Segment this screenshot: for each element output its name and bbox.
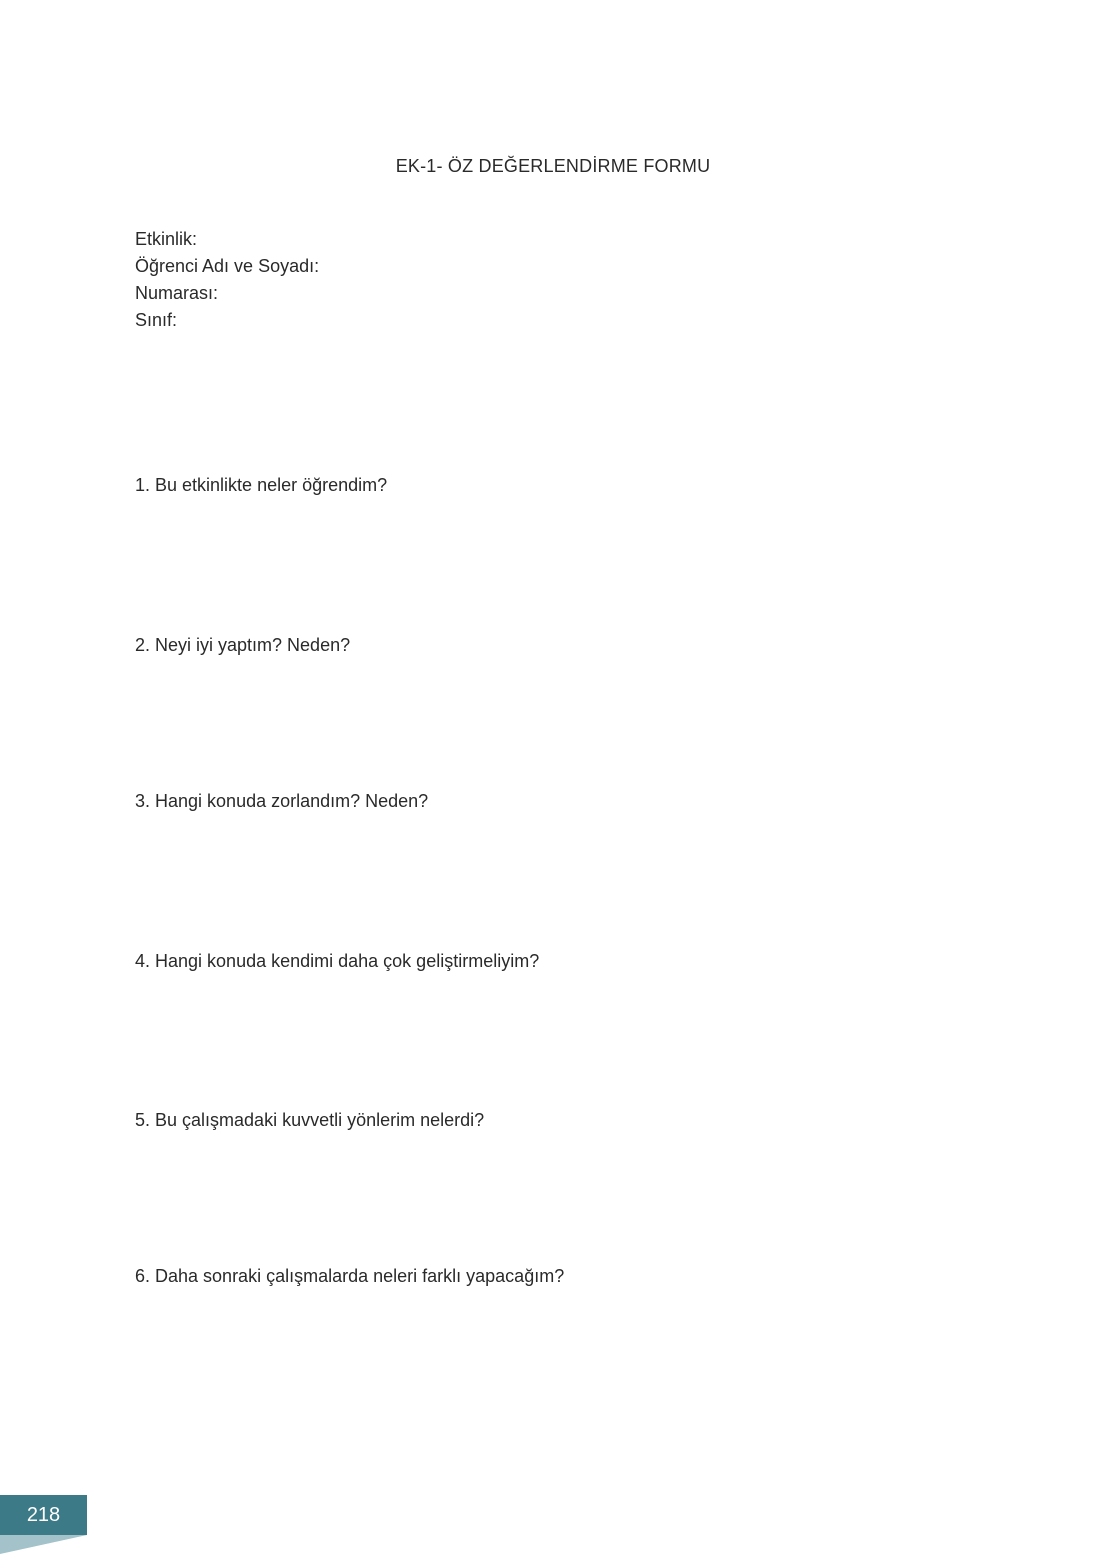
page-number: 218 — [26, 1503, 61, 1526]
answer-space-4 — [135, 981, 1015, 1091]
answer-space-1 — [135, 505, 1015, 615]
question-5: 5. Bu çalışmadaki kuvvetli yönlerim nelerdi? — [135, 1110, 485, 1130]
field-label-etkinlik: Etkinlik: — [135, 229, 198, 249]
page-number-badge — [0, 1495, 87, 1535]
answer-space-5 — [135, 1140, 1015, 1250]
form-header-fields — [135, 226, 319, 334]
question-4: 4. Hangi konuda kendimi daha çok geliştirmeliyim? — [135, 951, 540, 971]
field-label-sinif: Sınıf: — [135, 310, 178, 330]
page-badge-fold-ribbon — [0, 1535, 87, 1554]
question-6: 6. Daha sonraki çalışmalarda neleri farklı yapacağım? — [135, 1266, 565, 1286]
question-2: 2. Neyi iyi yaptım? Neden? — [135, 635, 351, 655]
form-title: EK-1- ÖZ DEĞERLENDİRME FORMU — [395, 156, 711, 176]
answer-space-6 — [135, 1296, 1015, 1406]
field-label-numarasi: Numarası: — [135, 283, 219, 303]
answer-space-2 — [135, 665, 1015, 775]
question-3: 3. Hangi konuda zorlandım? Neden? — [135, 791, 429, 811]
answer-space-3 — [135, 821, 1015, 931]
question-1: 1. Bu etkinlikte neler öğrendim? — [135, 475, 388, 495]
field-label-ogrenci-adi-soyadi: Öğrenci Adı ve Soyadı: — [135, 256, 320, 276]
